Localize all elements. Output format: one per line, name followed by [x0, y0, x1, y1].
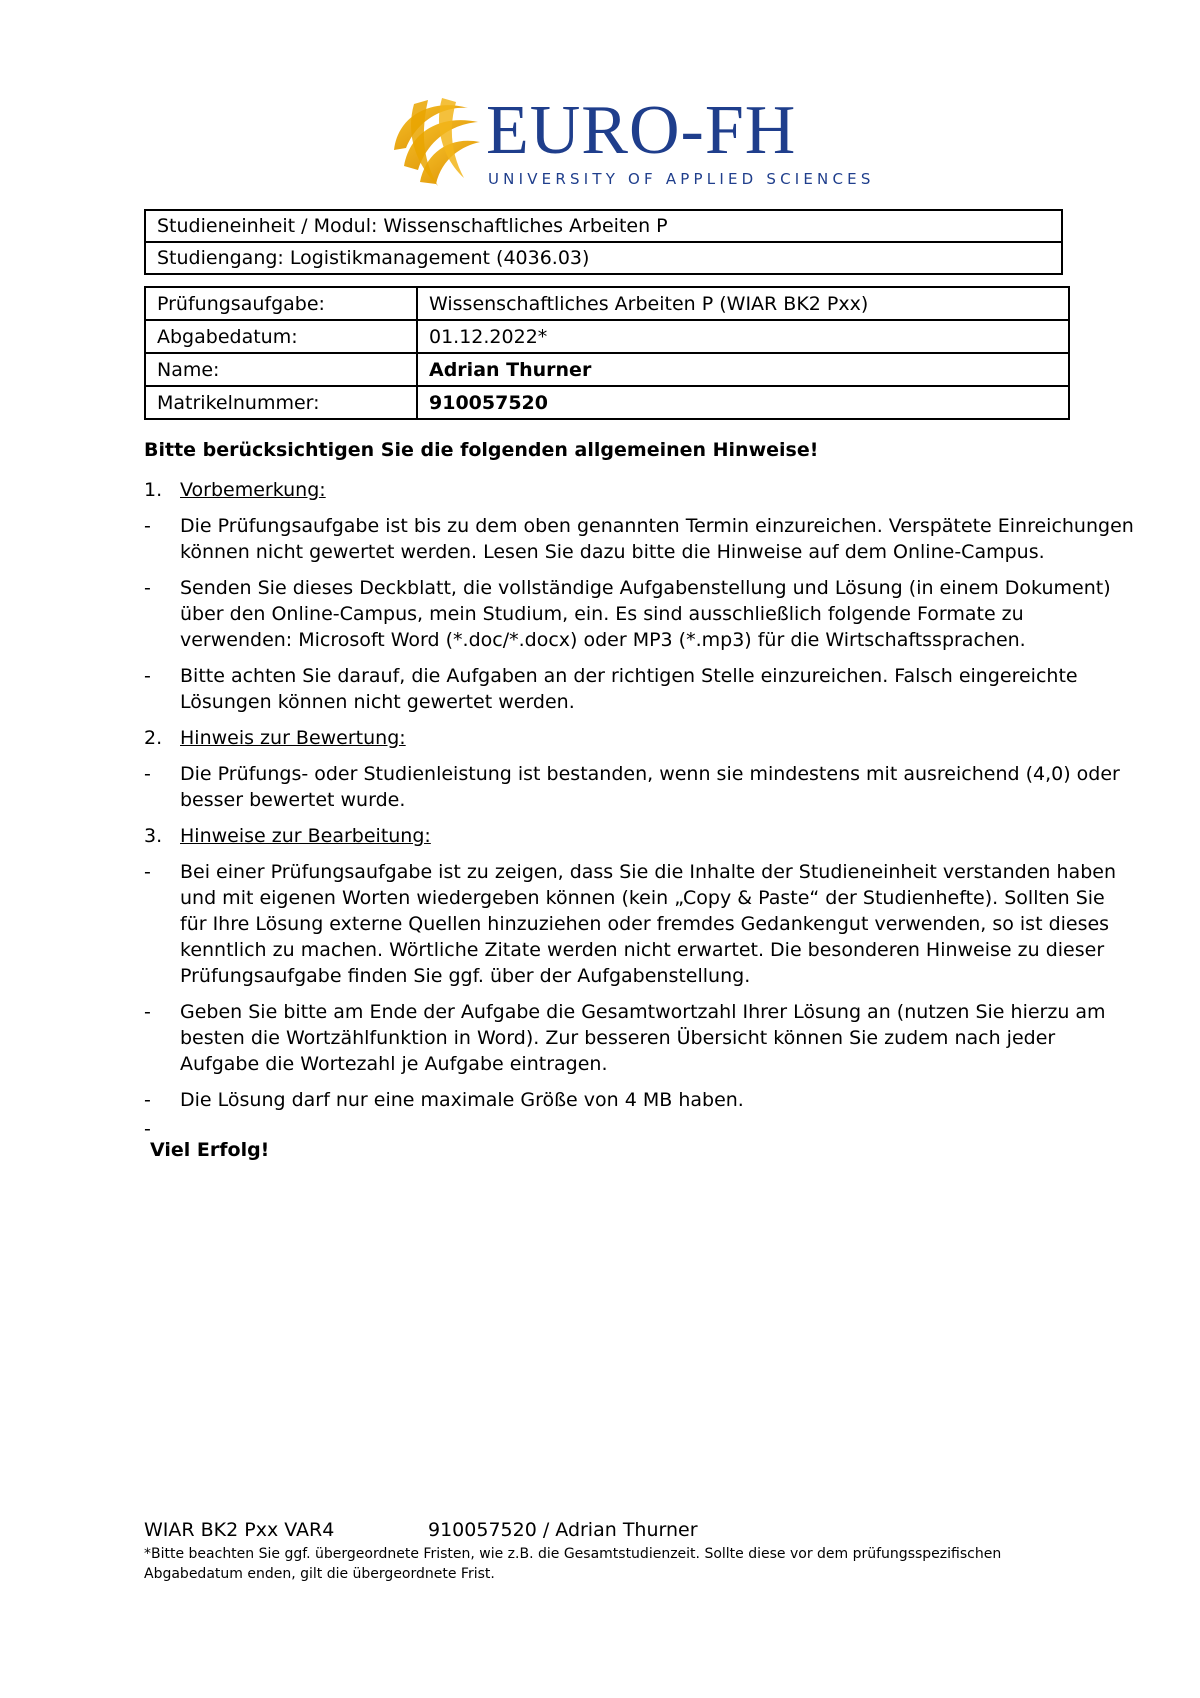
- list-item-text: Die Prüfungs- oder Studienleistung ist bestanden, wenn sie mindestens mit ausreichend (4,0) oder besser bewertet wurde.: [180, 763, 1120, 811]
- bullet-marker: -: [144, 1089, 151, 1111]
- footer-line: [144, 1518, 1104, 1542]
- bullet-marker: -: [144, 515, 151, 537]
- page-footer: [144, 1518, 1104, 1584]
- name-value: Adrian Thurner: [417, 353, 1069, 386]
- section-title: Hinweise zur Bearbeitung:: [180, 825, 431, 847]
- footer-student: 910057520 / Adrian Thurner: [428, 1519, 698, 1541]
- exam-info-table: [144, 286, 1070, 420]
- table-row: [145, 242, 1062, 274]
- due-date-value: 01.12.2022*: [417, 320, 1069, 353]
- instructions: [144, 437, 1134, 1163]
- bullet-marker: -: [144, 1001, 151, 1023]
- section-heading: [144, 823, 1134, 849]
- list-item-text: Bei einer Prüfungsaufgabe ist zu zeigen, dass Sie die Inhalte der Studieneinheit verstanden haben und mit eigenen Worten wiedergeben können (kein „Copy & Paste“ der Studienhefte). Sollten Sie für Ihre Lösung externe Quellen hinzuziehen oder fremdes Gedankengut verwenden, so ist dieses kenntlich zu machen. Wörtliche Zitate werden nicht erwartet. Die besonderen Hinweise zu dieser Prüfungsaufgabe finden Sie ggf. über der Aufgabenstellung.: [180, 861, 1116, 987]
- program-cell: Studiengang: Logistikmanagement (4036.03): [145, 242, 1062, 274]
- list-item: [144, 859, 1134, 989]
- list-item: [144, 1087, 1134, 1113]
- bullet-marker: -: [144, 577, 151, 599]
- logo-subline: UNIVERSITY OF APPLIED SCIENCES: [488, 170, 875, 188]
- section-title: Hinweis zur Bewertung:: [180, 727, 406, 749]
- bullet-marker: -: [144, 861, 151, 883]
- table-row: [145, 287, 1069, 320]
- bullet-marker: -: [144, 763, 151, 785]
- section-number: 1.: [144, 479, 163, 501]
- list-item-text: Bitte achten Sie darauf, die Aufgaben an der richtigen Stelle einzureichen. Falsch eingereichte Lösungen können nicht gewertet werden.: [180, 665, 1078, 713]
- section-heading: [144, 477, 1134, 503]
- list-item-text: Die Prüfungsaufgabe ist bis zu dem oben genannten Termin einzureichen. Verspätete Einreichungen können nicht gewertet werden. Lesen Sie dazu bitte die Hinweise auf dem Online-Campus.: [180, 515, 1134, 563]
- table-row: [145, 386, 1069, 419]
- module-table: [144, 209, 1063, 275]
- list-item-empty: [144, 1118, 1134, 1140]
- list-item: [144, 999, 1134, 1077]
- list-item: [144, 761, 1134, 813]
- euro-fh-logo: [384, 92, 904, 192]
- globe-swirl-icon: [384, 92, 484, 192]
- student-id-label: Matrikelnummer:: [145, 386, 417, 419]
- list-item: [144, 513, 1134, 565]
- section-heading: [144, 725, 1134, 751]
- footer-exam-code: WIAR BK2 Pxx VAR4: [144, 1519, 335, 1541]
- bullet-marker: -: [144, 665, 151, 687]
- list-item: [144, 663, 1134, 715]
- list-item-text: Geben Sie bitte am Ende der Aufgabe die Gesamtwortzahl Ihrer Lösung an (nutzen Sie hierzu am besten die Wortzählfunktion in Word). Zur besseren Übersicht können Sie zudem nach jeder Aufgabe die Wortezahl je Aufgabe eintragen.: [180, 1001, 1106, 1075]
- closing-text: Viel Erfolg!: [150, 1139, 270, 1161]
- list-item: [144, 575, 1134, 653]
- exam-task-label: Prüfungsaufgabe:: [145, 287, 417, 320]
- instructions-heading: Bitte berücksichtigen Sie die folgenden allgemeinen Hinweise!: [144, 439, 819, 461]
- student-id-value: 910057520: [417, 386, 1069, 419]
- due-date-label: Abgabedatum:: [145, 320, 417, 353]
- list-item-text: Senden Sie dieses Deckblatt, die vollständige Aufgabenstellung und Lösung (in einem Dokument) über den Online-Campus, mein Studium, ein. Es sind ausschließlich folgende Formate zu verwenden: Microsoft Word (*.doc/*.docx) oder MP3 (*.mp3) für die Wirtschaftssprachen.: [180, 577, 1111, 651]
- section-title: Vorbemerkung:: [180, 479, 326, 501]
- name-label: Name:: [145, 353, 417, 386]
- table-row: [145, 210, 1062, 242]
- section-number: 2.: [144, 727, 163, 749]
- footer-note: *Bitte beachten Sie ggf. übergeordnete Fristen, wie z.B. die Gesamtstudienzeit. Sollte diese vor dem prüfungsspezifischen Abgabedatum enden, gilt die übergeordnete Frist.: [144, 1546, 1002, 1582]
- logo-wordmark: EURO-FH: [486, 92, 797, 169]
- section-number: 3.: [144, 825, 163, 847]
- bullet-marker: -: [144, 1118, 151, 1140]
- table-row: [145, 353, 1069, 386]
- module-cell: Studieneinheit / Modul: Wissenschaftliches Arbeiten P: [145, 210, 1062, 242]
- exam-task-value: Wissenschaftliches Arbeiten P (WIAR BK2 Pxx): [417, 287, 1069, 320]
- list-item-text: Die Lösung darf nur eine maximale Größe von 4 MB haben.: [180, 1089, 744, 1111]
- table-row: [145, 320, 1069, 353]
